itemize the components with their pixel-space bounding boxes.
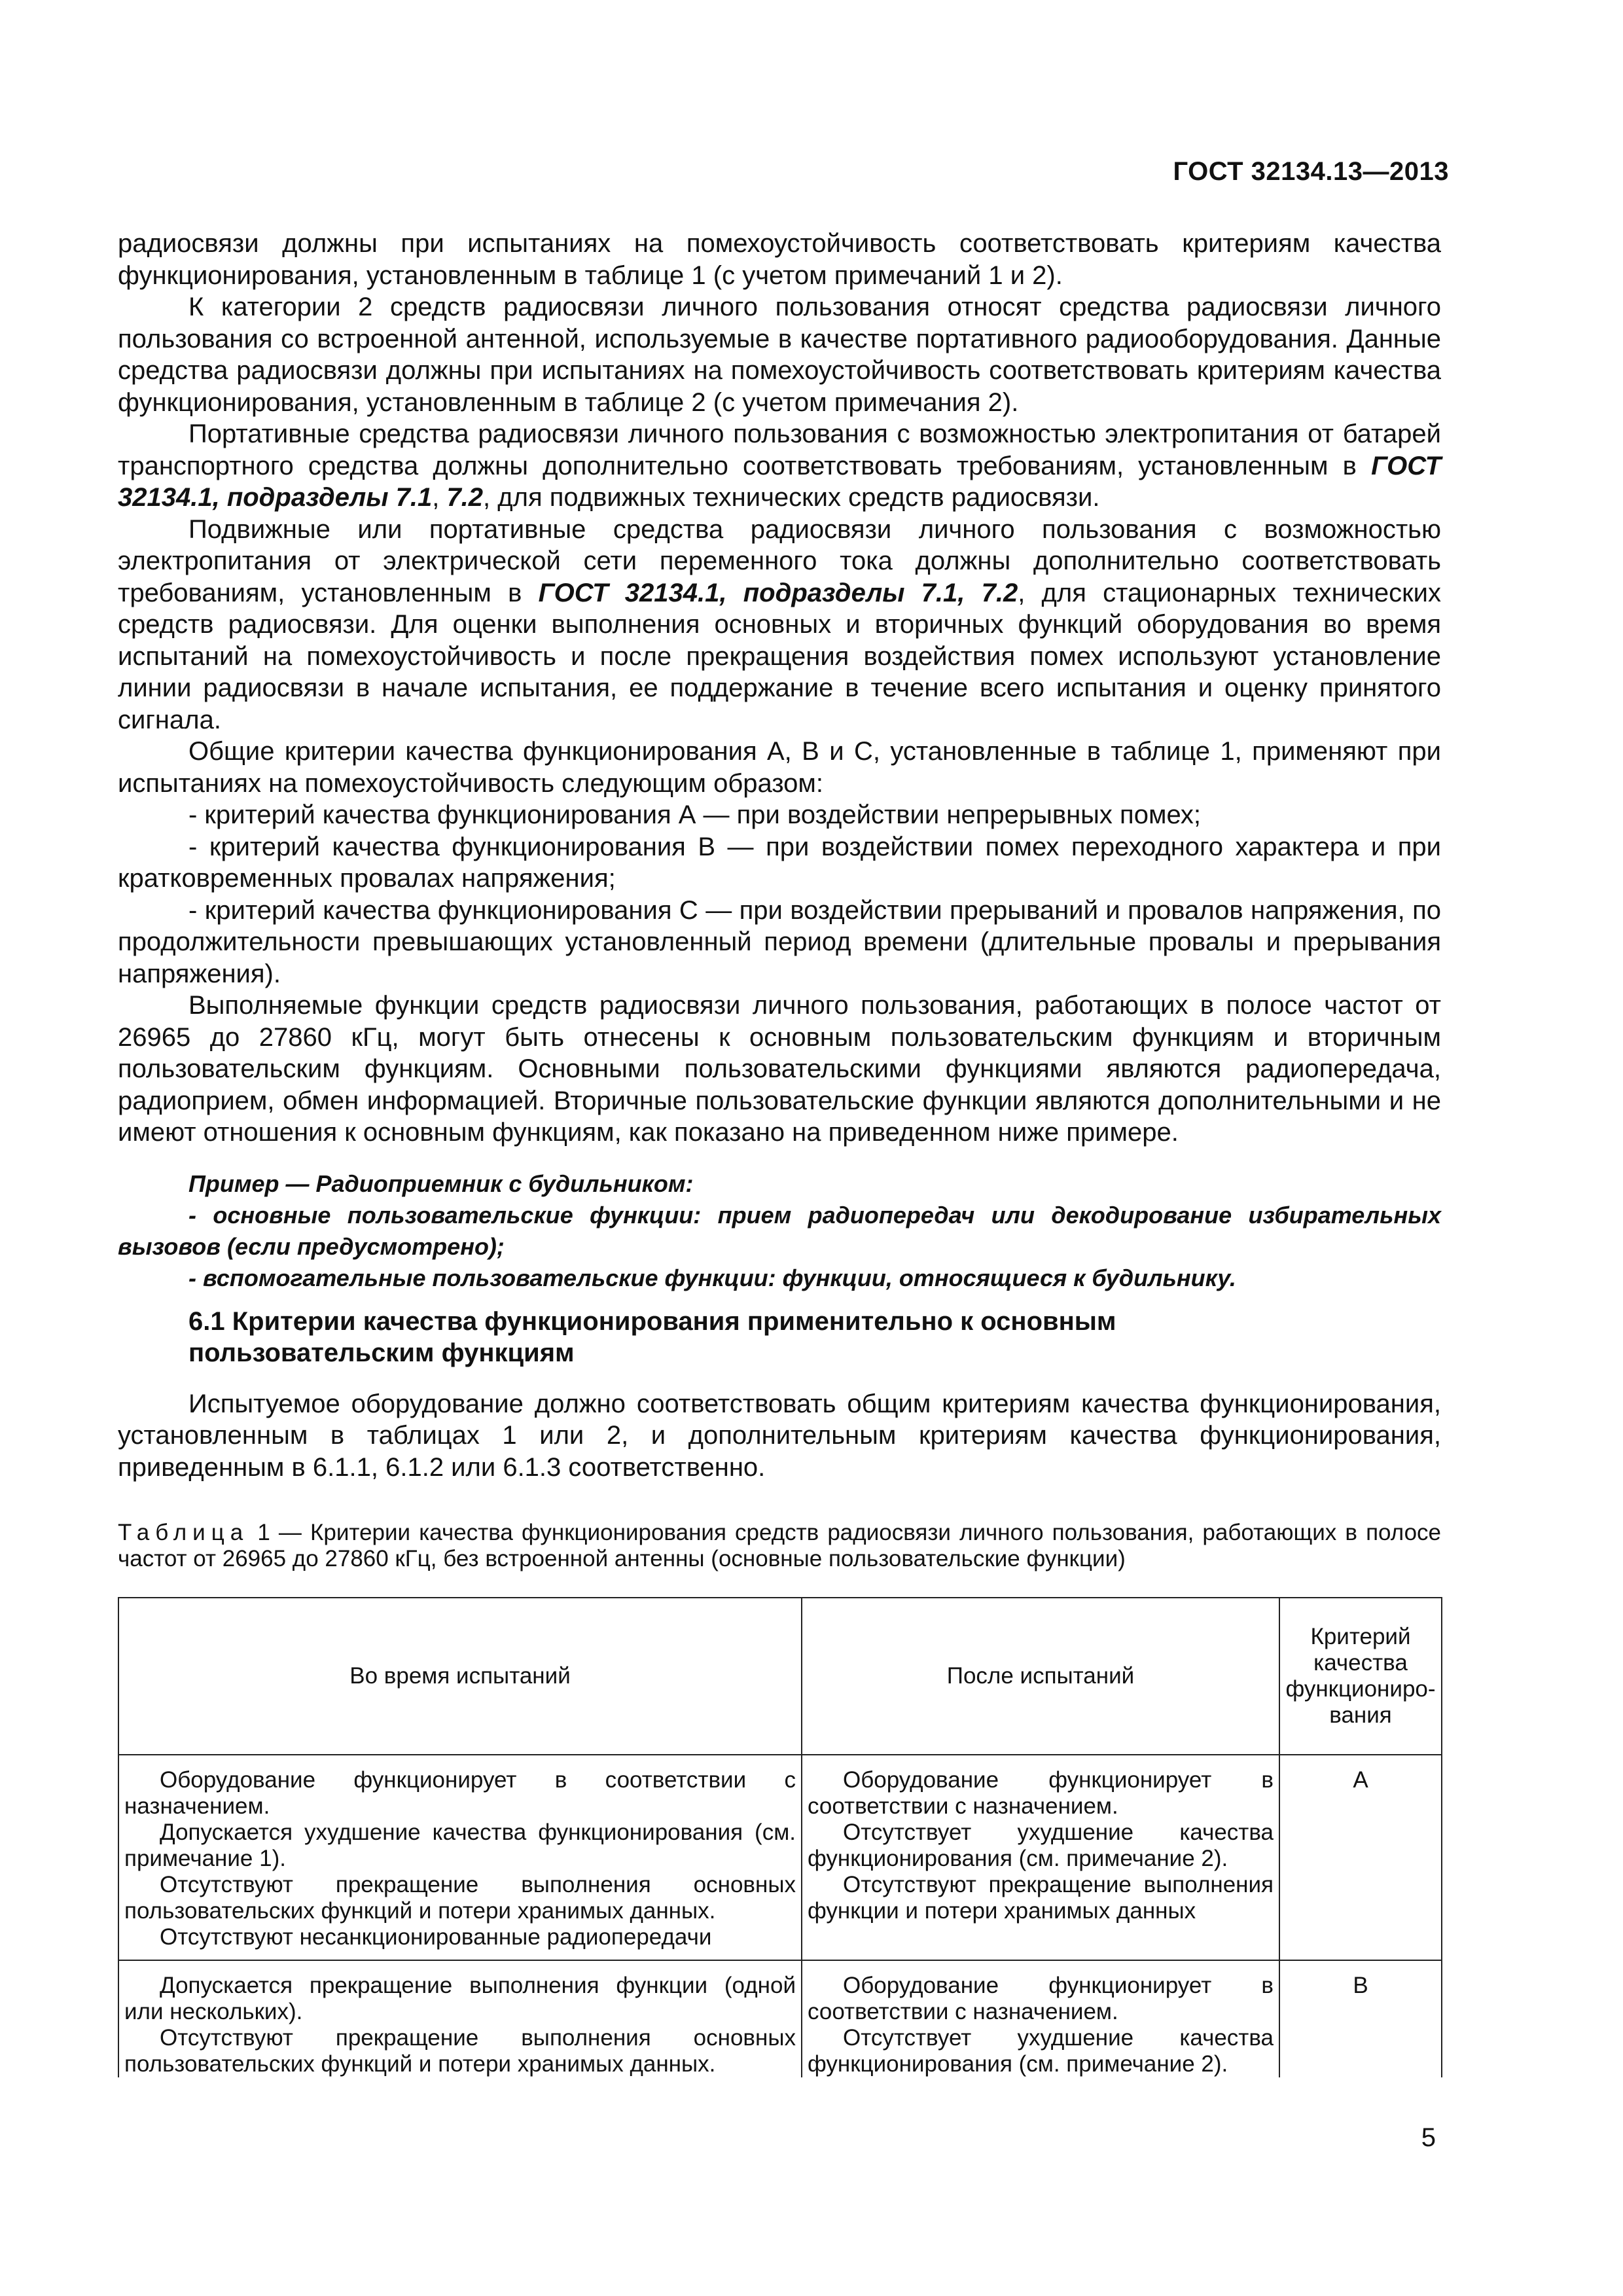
example-title: Пример — Радиоприемник с будильником: — [188, 1170, 694, 1197]
example-line: - основные пользовательские функции: прием радиопередач или декодирование избирательных вызовов (если предусмотрено); — [118, 1201, 1441, 1260]
cell-text: Допускается прекращение выполнения функции (одной или нескольких). — [124, 1973, 796, 2024]
cell-text: Оборудование функционирует в соответствии с назначением. — [808, 1973, 1274, 2024]
paragraph: Испытуемое оборудование должно соответствовать общим критериям качества функционирования, установленным в таблицах 1 или 2, и дополнительным критериям качества функционирования, приведенным в 6.1.1, 6.1.2 или 6.1.3 соответственно. — [118, 1389, 1441, 1482]
paragraph — [118, 418, 1441, 514]
paragraph-text: , — [432, 483, 447, 512]
cell-text: Отсутствуют несанкционированные радиопередачи — [160, 1924, 712, 1950]
column-header: Во время испытаний — [118, 1598, 802, 1755]
example-line: - вспомогательные пользовательские функции: функции, относящиеся к будильнику. — [188, 1264, 1236, 1291]
cell-during — [118, 1755, 802, 1960]
paragraph: радиосвязи должны при испытаниях на помехоустойчивость соответствовать критериям качества функционирования, установленным в таблице 1 (с учетом примечаний 1 и 2). — [118, 229, 1441, 290]
cell-text: Допускается ухудшение качества функционирования (см. примечание 1). — [124, 1820, 796, 1871]
cell-after — [802, 1960, 1279, 2077]
paragraph: Выполняемые функции средств радиосвязи личного пользования, работающих в полосе частот от 26965 до 27860 кГц, могут быть отнесены к основным пользовательским функциям и вторичным пользовательским функциям. Основными пользовательскими функциями являются радиопередача, радиоприем, обмен информацией. Вторичные пользовательские функции являются дополнительными и не имеют отношения к основным функциям, как показано на приведенном ниже примере. — [118, 991, 1441, 1147]
standard-reference: ГОСТ 32134.1, подразделы 7.1, 7.2 — [538, 578, 1018, 607]
cell-during — [118, 1960, 802, 2077]
standard-reference: 7.2 — [446, 483, 484, 512]
cell-criterion: А — [1279, 1755, 1442, 1960]
cell-text: Отсутствуют прекращение выполнения функции и потери хранимых данных — [808, 1872, 1274, 1924]
column-header: Критерий качества функциониро-вания — [1279, 1598, 1442, 1755]
table-caption-label: Таблица — [118, 1520, 249, 1545]
document-header: ГОСТ 32134.13—2013 — [1173, 157, 1449, 186]
paragraph — [118, 514, 1441, 736]
list-item: - критерий качества функционирования В — при воздействии помех переходного характера и при кратковременных провалах напряжения; — [118, 832, 1441, 893]
example-block — [118, 1168, 1441, 1294]
section-heading: 6.1 Критерии качества функционирования применительно к основным пользовательским функциям — [188, 1306, 1116, 1367]
cell-text: Оборудование функционирует в соответствии с назначением. — [124, 1767, 796, 1819]
table-row — [118, 1755, 1442, 1960]
page-number: 5 — [1421, 2123, 1436, 2152]
criteria-table — [118, 1597, 1442, 2077]
page-body — [118, 228, 1441, 2077]
cell-text: Оборудование функционирует в соответствии с назначением. — [808, 1767, 1274, 1819]
table-caption — [118, 1520, 1441, 1572]
standard-reference: ГОСТ 32134.1, подразделы 7.1 — [118, 451, 1441, 512]
cell-after — [802, 1755, 1279, 1960]
paragraph-text: , для подвижных технических средств радиосвязи. — [483, 483, 1100, 512]
paragraph-text: , для стационарных технических средств радиосвязи. Для оценки выполнения основных и вторичных функций оборудования во время испытаний на помехоустойчивость и после прекращения воздействия помех используют установление линии радиосвязи в начале испытания, ее поддержание в течение всего испытания и оценку принятого сигнала. — [118, 578, 1442, 734]
list-item: - критерий качества функционирования С — при воздействии прерываний и провалов напряжения, по продолжительности превышающих установленный период времени (длительные провалы и прерывания напряжения). — [118, 895, 1441, 988]
table-header-row — [118, 1598, 1442, 1755]
table-row — [118, 1960, 1442, 2077]
column-header: После испытаний — [802, 1598, 1279, 1755]
list-item: - критерий качества функционирования А — при воздействии непрерывных помех; — [188, 800, 1201, 829]
cell-text: Отсутствуют прекращение выполнения основных пользовательских функций и потери хранимых данных. — [124, 1872, 796, 1924]
cell-text: Отсутствует ухудшение качества функционирования (см. примечание 2). — [808, 1820, 1274, 1871]
paragraph-text: Подвижные или портативные средства радиосвязи личного пользования с возможностью электропитания от электрической сети переменного тока должны дополнительно соответствовать требованиям, установленным в — [118, 514, 1441, 607]
paragraph: К категории 2 средств радиосвязи личного пользования относят средства радиосвязи личного пользования со встроенной антенной, используемые в качестве портативного радиооборудования. Данные средства радиосвязи должны при испытаниях на помехоустойчивость соответствовать критериям качества функционирования, установленным в таблице 2 (с учетом примечания 2). — [118, 293, 1441, 417]
cell-text: Отсутствуют прекращение выполнения основных пользовательских функций и потери хранимых данных. — [124, 2025, 796, 2077]
paragraph-text: Портативные средства радиосвязи личного пользования с возможностью электропитания от батарей транспортного средства должны дополнительно соответствовать требованиям, установленным в — [118, 420, 1441, 480]
paragraph: Общие критерии качества функционирования А, В и С, установленные в таблице 1, применяют при испытаниях на помехоустойчивость следующим образом: — [118, 737, 1441, 798]
table-caption-text: 1 — Критерии качества функционирования средств радиосвязи личного пользования, работающих в полосе частот от 26965 до 27860 кГц, без встроенной антенны (основные пользовательские функции) — [118, 1520, 1441, 1571]
cell-text: Отсутствует ухудшение качества функционирования (см. примечание 2). — [808, 2025, 1274, 2077]
cell-criterion: В — [1279, 1960, 1442, 2077]
